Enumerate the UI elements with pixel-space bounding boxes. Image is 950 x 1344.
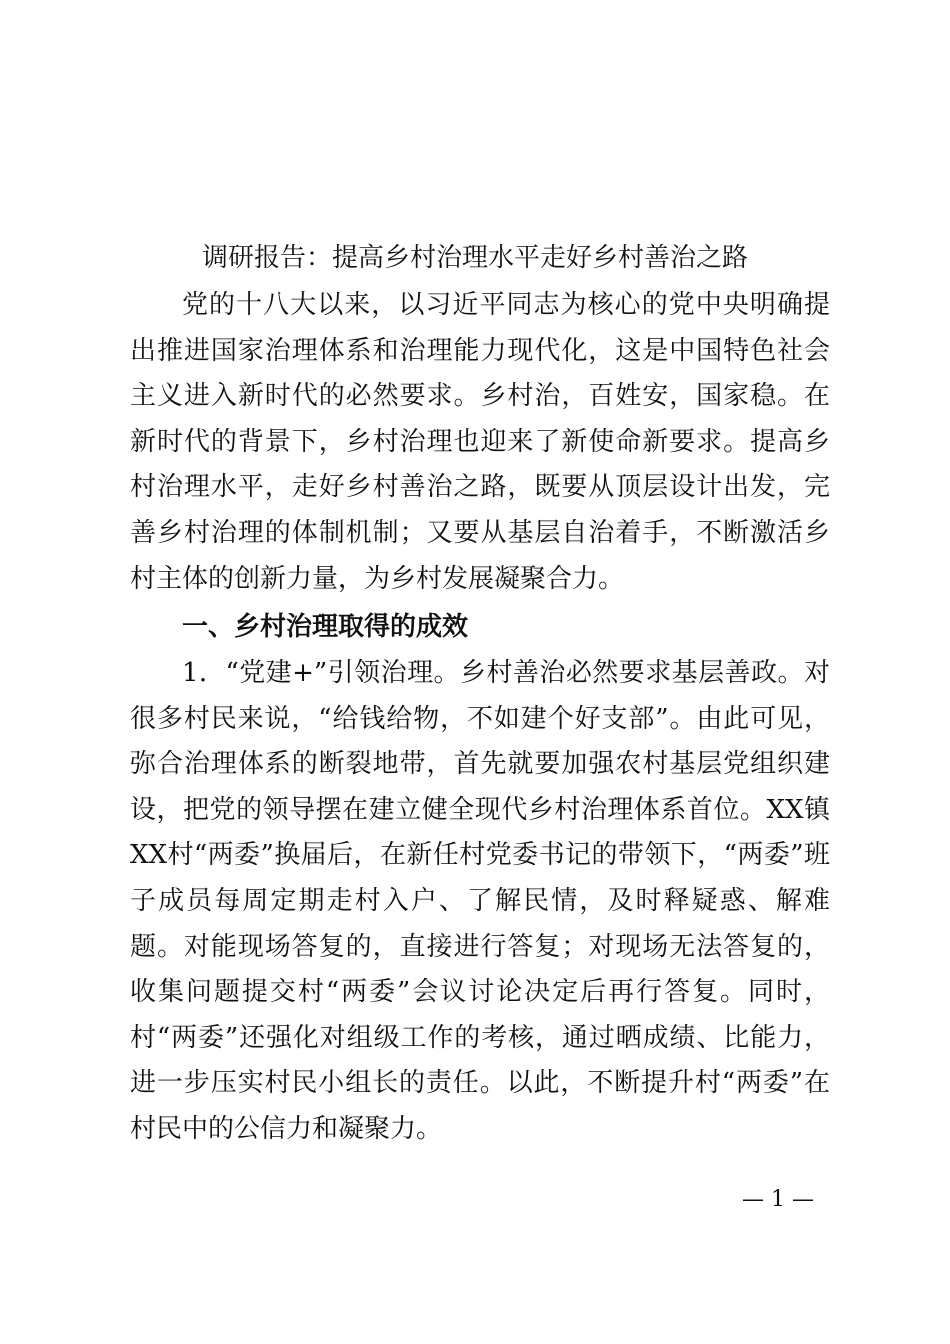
document-title: 调研报告：提高乡村治理水平走好乡村善治之路	[201, 243, 748, 273]
section-heading: 一、乡村治理取得的成效	[182, 612, 469, 642]
intro-paragraph: 党的十八大以来，以习近平同志为核心的党中央明确提出推进国家治理体系和治理能力现代化，这是中国特色社会主义进入新时代的必然要求。乡村治，百姓安，国家稳。在新时代的背景下，乡村治理也迎来了新使命新要求。提高乡村治理水平，走好乡村善治之路，既要从顶层设计出发，完善乡村治理的体制机制；又要从基层自治着手，不断激活乡村主体的创新力量，为乡村发展凝聚合力。	[130, 290, 830, 594]
page-number: — 1 —	[742, 1187, 814, 1212]
section-paragraph: 1．“党建+”引领治理。乡村善治必然要求基层善政。对很多村民来说，“给钱给物，不如建个好支部”。由此可见，弥合治理体系的断裂地带，首先就要加强农村基层党组织建设，把党的领导摆在建立健全现代乡村治理体系首位。XX镇XX村“两委”换届后，在新任村党委书记的带领下，“两委”班子成员每周定期走村入户、了解民情，及时释疑惑、解难题。对能现场答复的，直接进行答复；对现场无法答复的，收集问题提交村“两委”会议讨论决定后再行答复。同时，村“两委”还强化对组级工作的考核，通过晒成绩、比能力，进一步压实村民小组长的责任。以此，不断提升村“两委”在村民中的公信力和凝聚力。	[130, 658, 830, 1144]
